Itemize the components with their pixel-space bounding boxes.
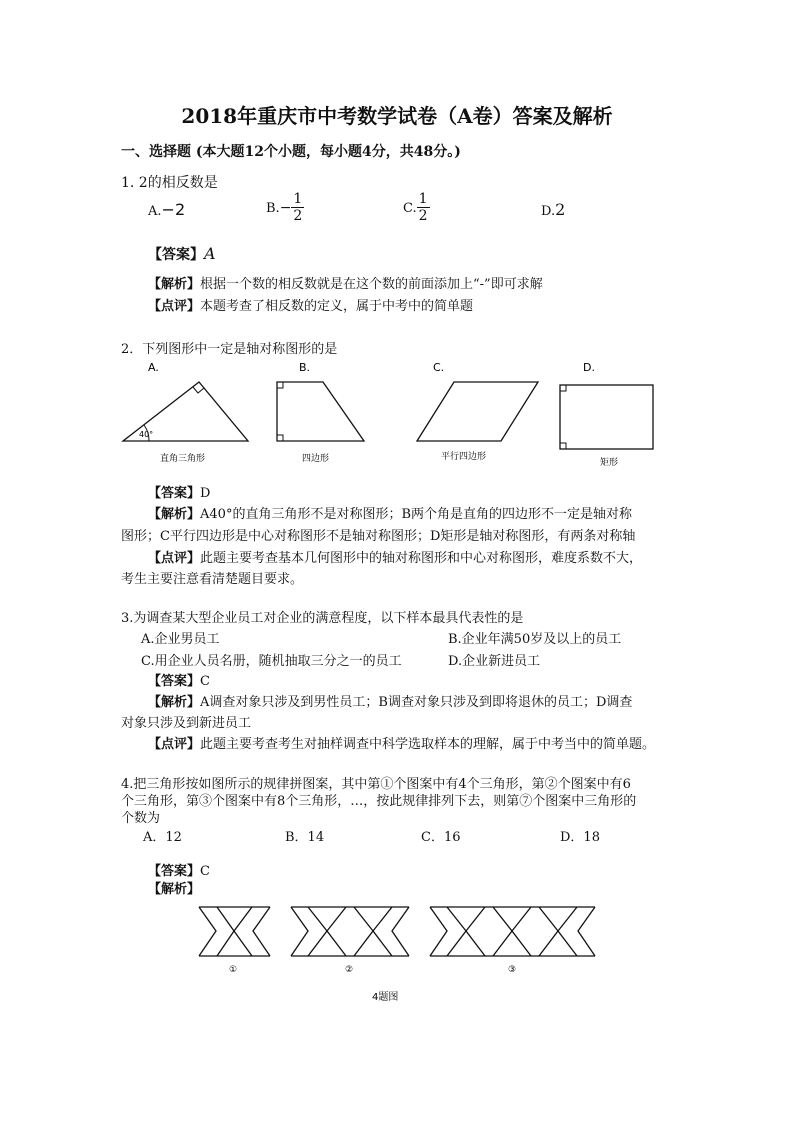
q3-analysis-cont: 对象只涉及到新进员工 xyxy=(121,716,252,731)
q2-comment-cont: 考生主要注意看清楚题目要求。 xyxy=(121,572,304,587)
rectangle-figure xyxy=(560,385,653,449)
q2-comment: 【点评】此题主要考查基本几何图形中的轴对称图形和中心对称图形，难度系数不大， xyxy=(148,551,643,566)
q4-analysis: 【解析】 xyxy=(148,882,201,897)
q1-option-d-value: 2 xyxy=(555,200,566,219)
q4-option-d: D．18 xyxy=(560,830,600,845)
q2-caption-a: 直角三角形 xyxy=(160,454,206,464)
q2-analysis-cont: 图形；C平行四边形是中心对称图形不是轴对称图形；D矩形是轴对称图形，有两条对称轴 xyxy=(121,529,636,544)
q1-option-d xyxy=(541,200,565,219)
q2-analysis: 【解析】A40°的直角三角形不是对称图形；B两个角是直角的四边形不一定是轴对称 xyxy=(148,507,632,522)
pattern-label-2: ② xyxy=(345,965,354,975)
q2-label-a: A. xyxy=(148,361,159,374)
q4-option-c: C．16 xyxy=(421,830,461,845)
q2-caption-b: 四边形 xyxy=(302,454,330,464)
pattern-label-1: ① xyxy=(229,965,238,975)
q3-option-c: C.用企业人员名册，随机抽取三分之一的员工 xyxy=(141,654,402,669)
pattern-3 xyxy=(430,907,595,956)
q4-option-b: B．14 xyxy=(285,830,325,845)
q4-stem-cont1: 个三角形，第③个图案中有8个三角形，…，按此规律排列下去，则第⑦个图案中三角形的 xyxy=(121,794,637,809)
q4-stem-cont2: 个数为 xyxy=(121,811,161,826)
q4-triangle-patterns xyxy=(190,900,610,1010)
q2-answer: 【答案】D xyxy=(148,486,211,501)
pattern-2 xyxy=(291,907,409,956)
pattern-1 xyxy=(199,907,270,956)
q1-option-a-label: A. xyxy=(148,204,162,219)
q4-option-a: A．12 xyxy=(143,830,182,845)
q2-label-d: D. xyxy=(583,361,595,374)
q3-comment: 【点评】此题主要考查考生对抽样调查中科学选取样本的理解，属于中考当中的简单题。 xyxy=(148,737,656,752)
q3-option-a: A.企业男员工 xyxy=(141,632,220,647)
quadrilateral-figure xyxy=(277,382,364,441)
page-title: 2018年重庆市中考数学试卷（A卷）答案及解析 xyxy=(181,104,613,128)
q1-option-c-fraction: $\frac{1}{2}$ xyxy=(418,191,428,224)
q1-analysis: 【解析】根据一个数的相反数就是在这个数的前面添加上“-”即可求解 xyxy=(148,277,543,292)
q1-option-d-label: D. xyxy=(541,204,556,219)
q3-analysis: 【解析】A调查对象只涉及到男性员工；B调查对象只涉及到即将退休的员工；D调查 xyxy=(148,695,633,710)
q4-stem: 4.把三角形按如图所示的规律拼图案，其中第①个图案中有4个三角形，第②个图案中有6 xyxy=(121,777,631,792)
q4-answer: 【答案】C xyxy=(148,864,210,879)
right-triangle-figure xyxy=(123,382,248,441)
q1-stem: 1. 2的相反数是 xyxy=(121,175,218,191)
q2-caption-c: 平行四边形 xyxy=(441,452,487,462)
q2-angle-label: 40° xyxy=(139,430,154,439)
q3-answer: 【答案】C xyxy=(148,674,210,689)
parallelogram-figure xyxy=(417,382,538,441)
q1-option-b xyxy=(266,191,304,224)
q3-option-d: D.企业新进员工 xyxy=(448,654,541,669)
section-heading: 一、选择题 (本大题12个小题，每小题4分，共48分。) xyxy=(121,144,461,160)
q1-option-b-fraction: $\frac{1}{2}$ xyxy=(293,191,303,224)
q1-option-b-label: B. xyxy=(266,201,280,216)
q1-comment: 【点评】本题考查了相反数的定义，属于中考中的简单题 xyxy=(148,299,474,314)
q1-answer: 【答案】A xyxy=(148,244,216,263)
q2-label-c: C. xyxy=(433,361,445,374)
q2-figures xyxy=(115,355,675,475)
q2-stem: 2．下列图形中一定是轴对称图形的是 xyxy=(121,342,338,357)
q1-option-c-label: C. xyxy=(403,201,417,216)
q3-option-b: B.企业年满50岁及以上的员工 xyxy=(448,632,622,647)
q1-option-b-sign: − xyxy=(279,200,292,216)
q1-option-c xyxy=(403,191,430,224)
q4-figure-caption: 4题图 xyxy=(372,992,399,1003)
pattern-label-3: ③ xyxy=(508,965,517,975)
q2-caption-d: 矩形 xyxy=(600,458,619,468)
q1-option-a-value: −2 xyxy=(161,200,186,219)
q2-label-b: B. xyxy=(299,361,311,374)
q1-option-a xyxy=(148,200,185,219)
q3-stem: 3.为调查某大型企业员工对企业的满意程度，以下样本最具代表性的是 xyxy=(121,611,524,626)
